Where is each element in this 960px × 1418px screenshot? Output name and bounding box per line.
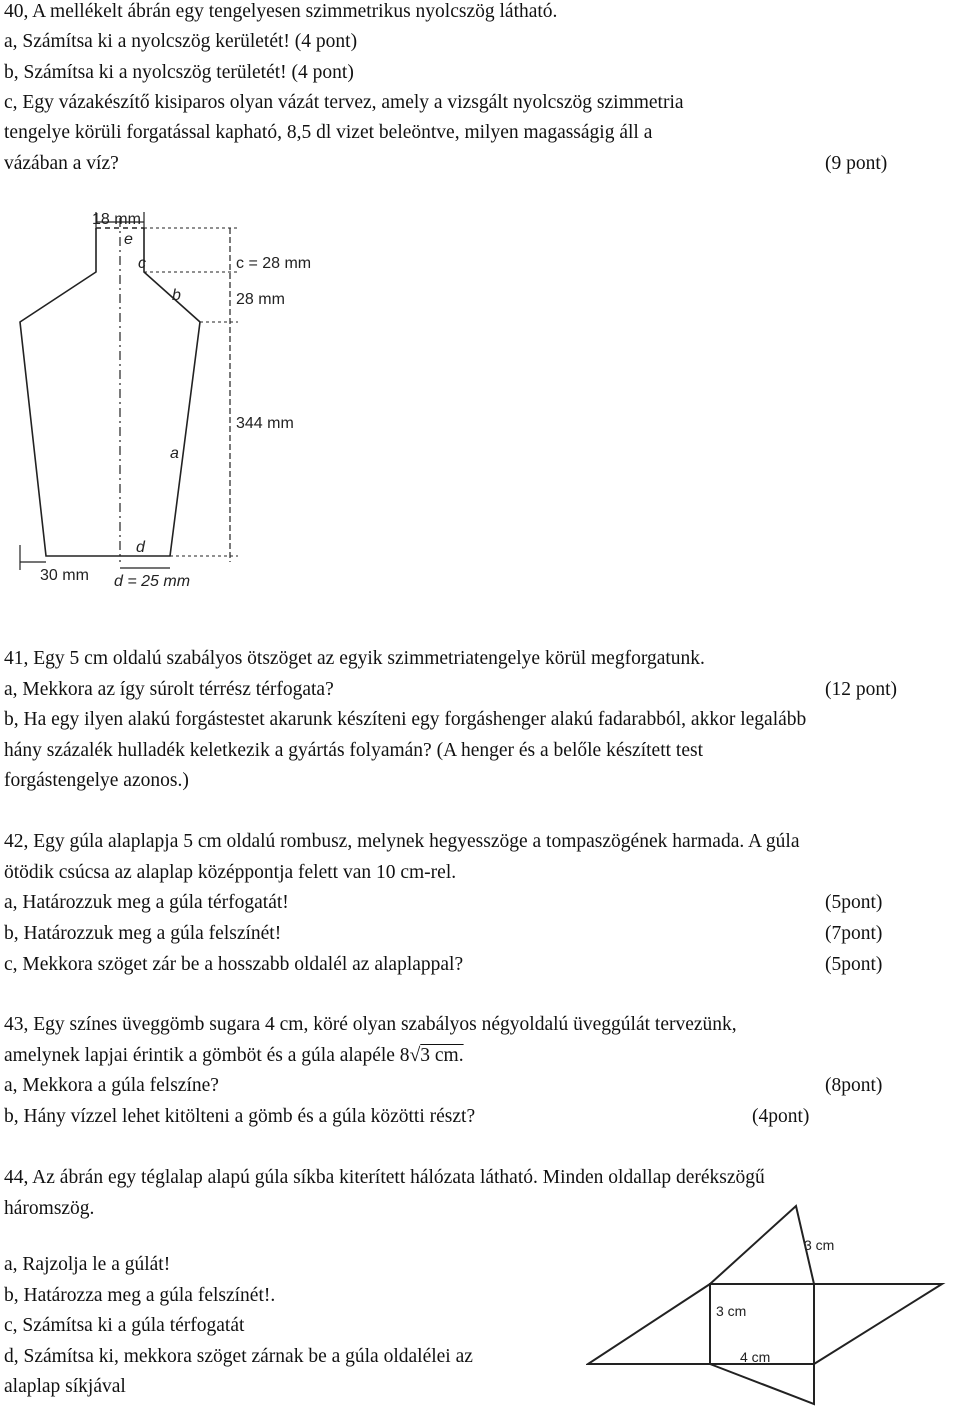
p41-line-1: 41, Egy 5 cm oldalú szabályos ötszöget az egyik szimmetriatengelye körül megforgatunk. (4, 648, 705, 669)
p43-line-2-text: amelynek lapjai érintik a gömböt és a gúla alapéle 8 (4, 1045, 410, 1066)
bottom-triangle (710, 1364, 814, 1404)
label-e: e (124, 231, 133, 248)
label-left-length: 3 cm (716, 1303, 747, 1319)
label-bottom-length: 4 cm (740, 1349, 771, 1365)
sqrt-symbol: √ (409, 1045, 421, 1066)
octagon-outline (20, 228, 200, 556)
p40-line-3: b, Számítsa ki a nyolcszög területét! (4 pont) (4, 62, 354, 83)
p44-line-3: a, Rajzolja le a gúlát! (4, 1254, 171, 1275)
p42-line-5: c, Mekkora szöget zár be a hosszabb oldalél az alaplappal? (4, 954, 464, 975)
p42-points-b: (7pont) (825, 923, 883, 944)
label-b: b (172, 287, 181, 304)
p42-line-3: a, Határozzuk meg a gúla térfogatát! (4, 892, 289, 913)
label-top-width: 18 mm (92, 211, 141, 228)
p40-line-5: tengelye körüli forgatással kapható, 8,5 dl vizet beleöntve, milyen magasságig áll a (4, 122, 653, 143)
p43-line-1: 43, Egy színes üveggömb sugara 4 cm, köré olyan szabályos négyoldalú üveggúlát tervezünk, (4, 1014, 737, 1035)
right-triangle (814, 1284, 942, 1364)
left-triangle (588, 1284, 710, 1364)
p43-points-a: (8pont) (825, 1075, 883, 1096)
p40-line-4: c, Egy vázakészítő kisiparos olyan vázát tervez, amely a vizsgált nyolcszög szimmetria (4, 92, 684, 113)
p43-line-3: a, Mekkora a gúla felszíne? (4, 1075, 219, 1096)
p43-points-b: (4pont) (752, 1106, 810, 1127)
label-b-len: 28 mm (236, 291, 285, 308)
p43-line-2-unit: 3 cm. (420, 1045, 464, 1066)
p44-line-6: d, Számítsa ki, mekkora szöget zárnak be a gúla oldalélei az (4, 1346, 473, 1367)
p41-line-4: hány százalék hulladék keletkezik a gyártás folyamán? (A henger és a belőle készített test (4, 740, 703, 761)
p44-line-7: alaplap síkjával (4, 1376, 126, 1397)
p44-line-1: 44, Az ábrán egy téglalap alapú gúla síkba kiterített hálózata látható. Minden oldallap derékszögű (4, 1167, 765, 1188)
p40-points: (9 pont) (825, 153, 888, 174)
p43-line-4: b, Hány vízzel lehet kitölteni a gömb és a gúla közötti részt? (4, 1106, 476, 1127)
label-d: d (136, 539, 145, 556)
label-a: a (170, 445, 179, 462)
label-d-eq: d = 25 mm (114, 573, 191, 590)
label-a-len: 344 mm (236, 415, 294, 432)
top-triangle (710, 1206, 814, 1284)
p41-line-5: forgástengelye azonos.) (4, 770, 189, 791)
p44-line-5: c, Számítsa ki a gúla térfogatát (4, 1315, 245, 1336)
p44-line-4: b, Határozza meg a gúla felszínét!. (4, 1285, 276, 1306)
p42-points-a: (5pont) (825, 892, 883, 913)
p42-line-1: 42, Egy gúla alaplapja 5 cm oldalú rombusz, melynek hegyesszöge a tompaszögének harmada. A gúla (4, 831, 800, 852)
pyramid-net-figure (586, 1198, 946, 1408)
label-c-eq: c = 28 mm (236, 255, 312, 272)
label-bottom-left: 30 mm (40, 567, 89, 584)
p44-line-2: háromszög. (4, 1198, 95, 1219)
octagon-figure (10, 200, 340, 600)
p40-line-2: a, Számítsa ki a nyolcszög kerületét! (4 pont) (4, 31, 358, 52)
p42-line-2: ötödik csúcsa az alaplap középpontja felett van 10 cm-rel. (4, 862, 457, 883)
p41-points-a: (12 pont) (825, 679, 898, 700)
label-c: c (138, 255, 146, 272)
p42-line-4: b, Határozzuk meg a gúla felszínét! (4, 923, 282, 944)
p40-line-6: vázában a víz? (4, 153, 119, 174)
p42-points-c: (5pont) (825, 954, 883, 975)
label-top-length: 3 cm (804, 1237, 835, 1253)
p41-line-3: b, Ha egy ilyen alakú forgástestet akarunk készíteni egy forgáshenger alakú fadarabból, akkor legalább (4, 709, 807, 730)
p41-line-2: a, Mekkora az így súrolt térrész térfogata? (4, 679, 334, 700)
p43-line-2 (4, 1044, 464, 1068)
p40-line-1: 40, A mellékelt ábrán egy tengelyesen szimmetrikus nyolcszög látható. (4, 1, 558, 22)
